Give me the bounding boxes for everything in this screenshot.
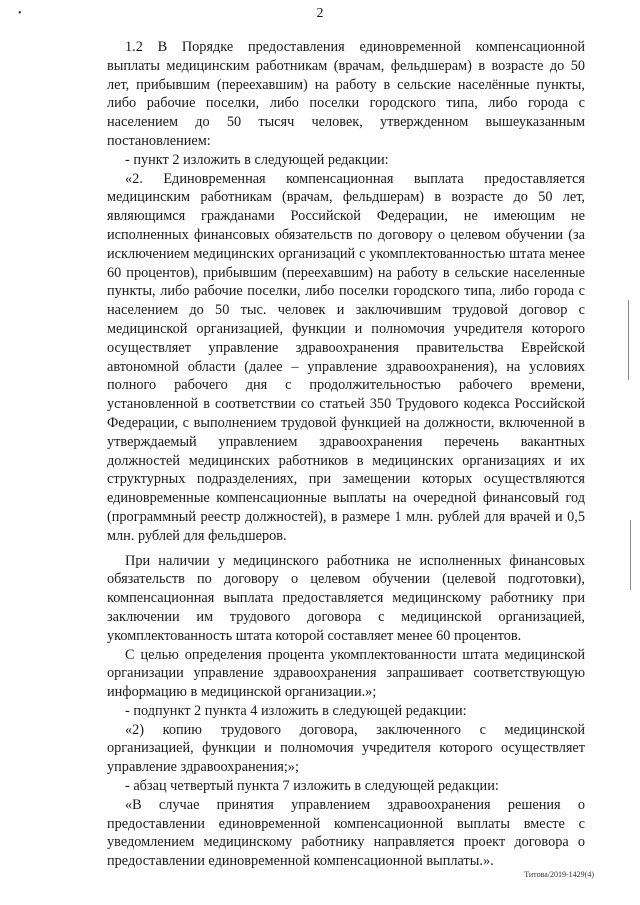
- paragraph-obligations: При наличии у медицинского работника не исполненных финансовых обязательств по договору о целевом обучении (целевой подготовки), компенсационная выплата предоставляется медицинскому работнику при заключении им трудового договора с медицинской организацией, укомплектованность штата которой составляет менее 60 процентов.: [107, 552, 585, 644]
- scan-margin-line: [628, 300, 629, 380]
- page-number: 2: [316, 6, 324, 21]
- paragraph-abzac-text: «В случае принятия управлением здравоохранения решения о предоставлении единовременной компенсационной выплаты вместе с уведомлением медицинскому работнику направляется проект договора о предоставлении единовременной компенсационной выплаты.».: [107, 796, 585, 870]
- paragraph-subpunkt-intro: - подпункт 2 пункта 4 изложить в следующей редакции:: [125, 702, 467, 719]
- document-code: Титова/2019-1429(4): [524, 870, 594, 879]
- document-body: [107, 38, 585, 871]
- paragraph-punkt-2-text: «2. Единовременная компенсационная выплата предоставляется медицинским работникам (врачам, фельдшерам) в возрасте до 50 лет, являющимся гражданами Российской Федерации, не имеющим не исполненных финансовых обязательств по договору о целевом обучении (за исключением медицинских организаций с укомплектованностью штата менее 60 процентов), прибывшим (переехавшим) на работу в сельские населенные пункты, либо рабочие поселки, либо поселки городского типа, либо города с населением до 50 тыс. человек и заключившим трудовой договор с медицинской организацией, функции и полномочия учредителя которого осуществляет управление здравоохранения правительства Еврейской автономной области (далее – управление здравоохранения), на условиях полного рабочего дня с продолжительностью рабочего времени, установленной в соответствии со статьей 350 Трудового кодекса Российской Федерации, с выполнением трудовой функцией на должности, включенной в утверждаемый управлением здравоохранения перечень вакантных должностей медицинских работников в медицинских организациях и их структурных подразделениях, при замещении которых осуществляются единовременные компенсационные выплаты на очередной финансовый год (программный реестр должностей), в размере 1 млн. рублей для врачей и 0,5 млн. рублей для фельдшеров.: [107, 170, 585, 544]
- paragraph-staffing: С целью определения процента укомплектованности штата медицинской организации управление здравоохранения запрашивает соответствующую информацию в медицинской организации.»;: [107, 646, 585, 701]
- paragraph-abzac-intro: - абзац четвертый пункта 7 изложить в следующей редакции:: [125, 778, 499, 795]
- paragraph-1-2: 1.2 В Порядке предоставления единовременной компенсационной выплаты медицинским работникам (врачам, фельдшерам) в возрасте до 50 лет, прибывшим (переехавшим) на работу в сельские населённые пункты, либо рабочие поселки, либо поселки городского типа, либо города с населением до 50 тысяч человек, утвержденном вышеуказанным постановлением:: [107, 39, 585, 149]
- paragraph-subpunkt-text: «2) копию трудового договора, заключенного с медицинской организацией, функции и полномочия учредителя которого осуществляет управление здравоохранения;»;: [107, 721, 585, 776]
- paragraph-punkt-2-intro: - пункт 2 изложить в следующей редакции:: [125, 151, 389, 168]
- scan-artifact: •: [18, 8, 22, 19]
- scan-margin-line: [630, 520, 631, 590]
